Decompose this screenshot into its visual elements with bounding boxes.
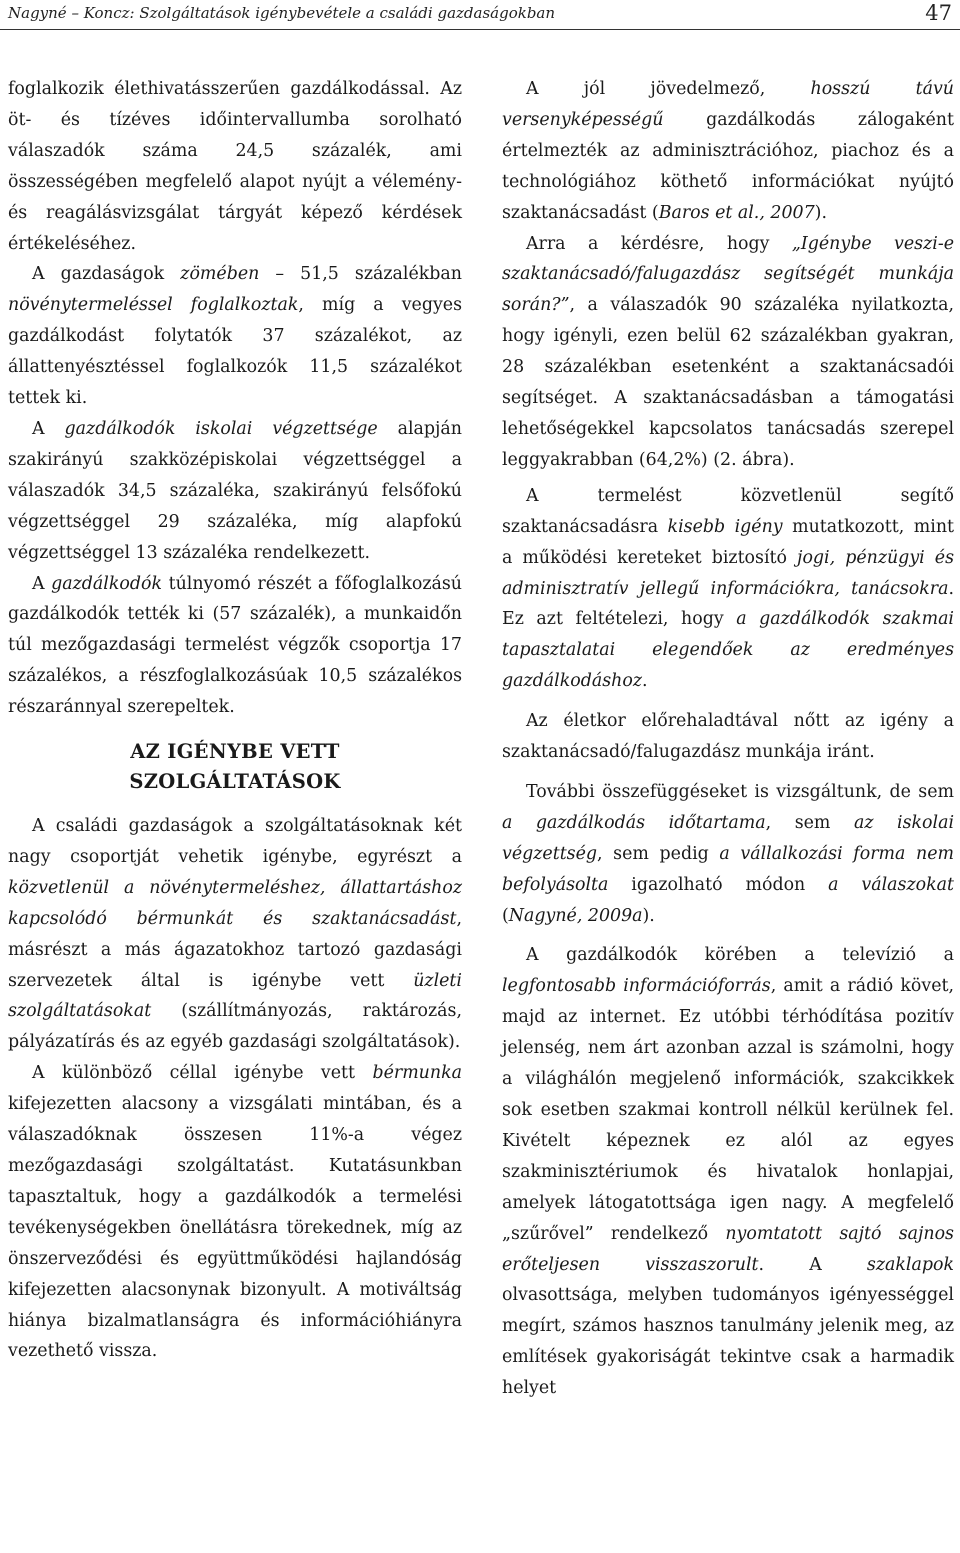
text-run: ). xyxy=(642,905,655,926)
text-run: – 51,5 százalékban xyxy=(259,264,462,285)
paragraph xyxy=(502,74,954,229)
running-title: Nagyné – Koncz: Szolgáltatások igénybevétele a családi gazdaságokban xyxy=(8,4,556,22)
page-number: 47 xyxy=(925,1,952,25)
section-heading-line: AZ IGÉNYBE VETT xyxy=(130,740,340,764)
text-run: A gazdaságok xyxy=(32,264,181,285)
paragraph xyxy=(8,811,462,1058)
quoted-question: „Igénybe veszi-e szaktanácsadó/falugazdász segítségét munkája során?” xyxy=(502,233,954,316)
text-run: Arra a kérdésre, hogy xyxy=(526,233,792,254)
text-run: , a válaszadók 90 százaléka nyilatkozta, hogy igényli, ezen belül 62 százalékban gyakran, 28 százalékban esetenként a szaktanácsadói segítséget. A szaktanácsadásban a támogatási lehetőségekkel kapcsolatos tanácsadás szerepel leggyakrabban (64,2%) (2. ábra). xyxy=(502,295,954,470)
emphasis: szaklapok xyxy=(866,1254,954,1275)
text-run: gazdálkodás zálogaként értelmezték az adminisztrációhoz, piachoz és a technológiához köthető információkat nyújtó szaktanácsadást ( xyxy=(502,109,954,223)
section-heading xyxy=(8,737,462,797)
text-run: A termelést közvetlenül segítő szaktanácsadásra xyxy=(502,485,954,537)
text-run: túlnyomó részét a főfoglalkozású gazdálkodók tették ki (57 százalék), a munkaidőn túl mezőgazdasági termelést végzők csoportja 17 százalékos, a részfoglalkozásúak 10,5 százalékos részaránnyal szerepeltek. xyxy=(8,573,462,718)
text-run: , másrészt a más ágazatokhoz tartozó gazdasági szervezetek által is igénybe vett xyxy=(8,908,462,991)
text-run: ( xyxy=(502,905,509,926)
emphasis: növénytermeléssel foglalkoztak xyxy=(8,295,299,316)
paragraph xyxy=(8,569,462,724)
text-run: , sem pedig xyxy=(597,843,720,864)
emphasis: gazdálkodók xyxy=(51,573,163,594)
text-run: ). xyxy=(814,202,827,223)
text-run: A családi gazdaságok a szolgáltatásoknak két nagy csoportját vehetik igénybe, egyrészt a xyxy=(8,816,462,867)
paragraph xyxy=(8,1058,462,1367)
emphasis: nyomtatott sajtó sajnos erőteljesen visszaszorult xyxy=(502,1223,954,1275)
paragraph xyxy=(8,259,462,414)
text-run: . A xyxy=(758,1254,867,1275)
emphasis: kisebb igény xyxy=(667,516,783,537)
text-run: A jól jövedelmező, xyxy=(526,79,811,99)
text-run: , amit a rádió követ, majd az internet. Ez utóbbi térhódítása pozitív jelenség, nem árt azonban azzal is számolni, hogy a világhálón megjelenő információk, szakcikkek sok esetben szakmai kontroll nélkül kerülnek fel. Kivételt képeznek ez alól az egyes szakminisztériumok és hivatalok honlapjai, amelyek látogatottsága igen nagy. A megfelelő „szűrővel” rendelkező xyxy=(502,976,955,1244)
citation: Baros et al., 2007 xyxy=(658,202,815,223)
page-header xyxy=(0,0,960,30)
emphasis: a válaszokat xyxy=(828,874,954,895)
emphasis: hosszú távú versenyképességű xyxy=(502,79,954,130)
text-run: A xyxy=(32,418,65,439)
emphasis: gazdálkodók iskolai végzettsége xyxy=(64,418,378,439)
emphasis: a gazdálkodás időtartama xyxy=(502,812,766,833)
emphasis: közvetlenül a növénytermeléshez, állattartáshoz kapcsolódó bérmunkát és szaktanácsadást xyxy=(8,877,462,929)
paragraph xyxy=(502,777,954,932)
paragraph xyxy=(8,414,462,569)
header-rule xyxy=(0,29,960,30)
paragraph xyxy=(502,229,954,476)
text-run: . xyxy=(642,671,648,692)
text-run: igazolható módon xyxy=(608,874,829,895)
emphasis: a gazdálkodók szakmai tapasztalatai elegendőek az eredményes gazdálkodáshoz xyxy=(502,609,954,692)
text-run: A xyxy=(32,573,52,594)
text-run: (szállítmányozás, raktározás, pályázatírás és az egyéb gazdasági szolgáltatások). xyxy=(8,1001,462,1053)
paragraph xyxy=(502,940,954,1404)
text-run: mutatkozott, mint a működési kereteket biztosító xyxy=(502,516,955,568)
emphasis: jogi, pénzügyi és adminisztratív jellegű információkra, tanácsokra xyxy=(502,547,954,599)
text-run: A gazdálkodók körében a televízió a xyxy=(526,945,954,966)
paragraph: foglalkozik élethivatásszerűen gazdálkodással. Az öt- és tízéves időintervallumba sorolható válaszadók száma 24,5 százalék, ami összességében megfelelő alapot nyújt a vélemény- és reagálásvizsgálat tárgyát képező kérdések értékeléséhez. xyxy=(8,79,462,254)
text-run: kifejezetten alacsony a vizsgálati mintában, és a válaszadóknak összesen 11%-a végez mezőgazdasági szolgáltatást. Kutatásunkban tapasztaltuk, hogy a gazdálkodók a termelési tevékenységekben önellátásra törekednek, míg az önszerveződési és együttműködési hajlandóság kifejezetten alacsonynak bizonyult. A motiváltság hiánya bizalmatlanságra és információhiányra vezethető vissza. xyxy=(8,1094,462,1362)
text-run: alapján szakirányú szakközépiskolai végzettséggel a válaszadók 34,5 százaléka, szakirányú felsőfokú végzettséggel 29 százaléka, míg alapfokú végzettséggel 13 százaléka rendelkezett. xyxy=(8,418,462,563)
text-run: . Ez azt feltételezi, hogy xyxy=(502,578,954,630)
paragraph: Az életkor előrehaladtával nőtt az igény a szaktanácsadó/falugazdász munkája iránt. xyxy=(502,711,954,763)
text-run: , míg a vegyes gazdálkodást folytatók 37 százalékot, az állattenyésztéssel foglalkozók 11,5 százalékot tettek ki. xyxy=(8,295,462,409)
emphasis: a vállalkozási forma nem befolyásolta xyxy=(502,843,954,895)
text-run: A különböző céllal igénybe vett xyxy=(32,1063,373,1084)
text-run: olvasottsága, melyben tudományos igényességgel megírt, számos hasznos tanulmány jelenik meg, az említések gyakoriságát tekintve csak a harmadik helyet xyxy=(502,1285,954,1399)
emphasis: az iskolai végzettség xyxy=(502,812,955,864)
emphasis: üzleti szolgáltatásokat xyxy=(8,970,462,1022)
text-run: További összefüggéseket is vizsgáltunk, de sem xyxy=(526,781,954,802)
section-heading-line: SZOLGÁLTATÁSOK xyxy=(129,770,341,794)
paragraph xyxy=(502,481,954,697)
citation: Nagyné, 2009a xyxy=(508,905,643,926)
emphasis: bérmunka xyxy=(372,1063,462,1084)
left-column xyxy=(8,74,462,1367)
text-run: , sem xyxy=(765,812,854,833)
emphasis: zömében xyxy=(180,264,260,285)
emphasis: legfontosabb információforrás xyxy=(502,976,771,997)
right-column xyxy=(502,74,954,1404)
